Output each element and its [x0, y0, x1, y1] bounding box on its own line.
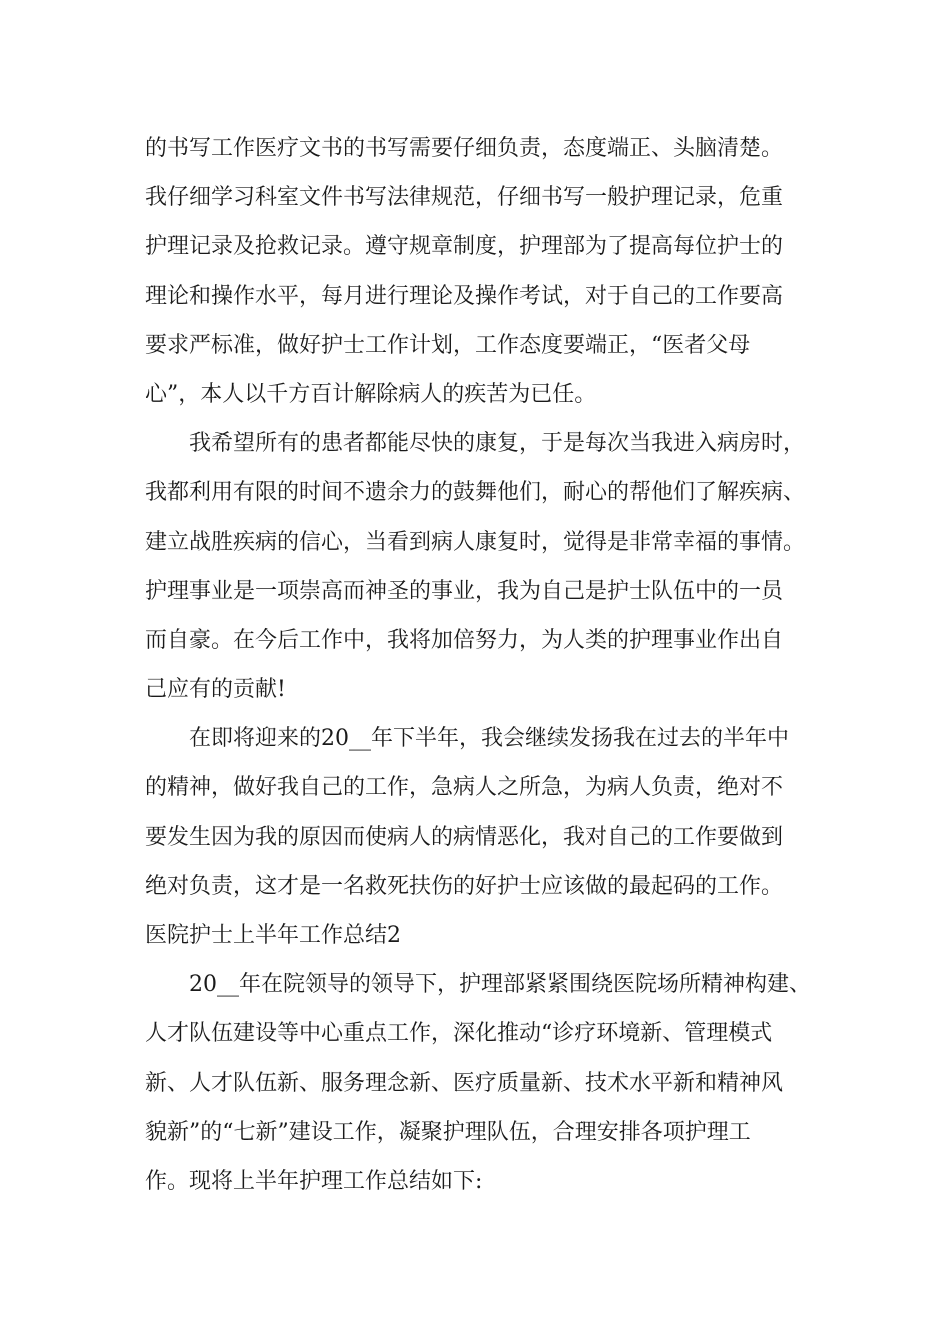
text-line: 要求严标准，做好护士工作计划，工作态度要端正，“医者父母	[145, 332, 751, 358]
text-line: 新、人才队伍新、服务理念新、医疗质量新、技术水平新和精神风	[145, 1070, 784, 1096]
text-line: 作。现将上半年护理工作总结如下:	[145, 1168, 483, 1194]
text-line: 我仔细学习科室文件书写法律规范，仔细书写一般护理记录，危重	[145, 185, 784, 211]
text-line: 的精神，做好我自己的工作，急病人之所急，为病人负责，绝对不	[145, 775, 784, 801]
text-line: 要发生因为我的原因而使病人的病情恶化，我对自己的工作要做到	[145, 824, 784, 850]
text-line: 而自豪。在今后工作中，我将加倍努力，为人类的护理事业作出自	[145, 627, 784, 653]
text-line: 护理记录及抢救记录。遵守规章制度，护理部为了提高每位护士的	[145, 234, 784, 260]
text-line: 护理事业是一项崇高而神圣的事业，我为自己是护士队伍中的一员	[145, 578, 784, 604]
text-line: 在即将迎来的20__年下半年，我会继续发扬我在过去的半年中	[189, 726, 789, 752]
text-line: 心”，本人以千方百计解除病人的疾苦为已任。	[145, 381, 597, 407]
text-line: 的书写工作医疗文书的书写需要仔细负责，态度端正、头脑清楚。	[145, 136, 784, 161]
text-line: 20__年在院领导的领导下，护理部紧紧围绕医院场所精神构建、	[189, 972, 811, 998]
text-line: 建立战胜疾病的信心，当看到病人康复时，觉得是非常幸福的事情。	[145, 529, 806, 555]
text-line: 理论和操作水平，每月进行理论及操作考试，对于自己的工作要高	[145, 283, 784, 309]
document-body	[145, 130, 825, 1212]
text-line: 绝对负责，这才是一名救死扶伤的好护士应该做的最起码的工作。	[145, 873, 784, 899]
text-line: 人才队伍建设等中心重点工作，深化推动“诊疗环境新、管理模式	[145, 1021, 773, 1047]
text-line: 我希望所有的患者都能尽快的康复，于是每次当我进入病房时，	[189, 431, 806, 457]
text-line: 己应有的贡献!	[145, 677, 286, 703]
text-line: 我都利用有限的时间不遗余力的鼓舞他们，耐心的帮他们了解疾病、	[145, 480, 806, 506]
text-line: 貌新”的“七新”建设工作，凝聚护理队伍，合理安排各项护理工	[145, 1119, 751, 1145]
section-heading: 医院护士上半年工作总结2	[145, 923, 401, 948]
